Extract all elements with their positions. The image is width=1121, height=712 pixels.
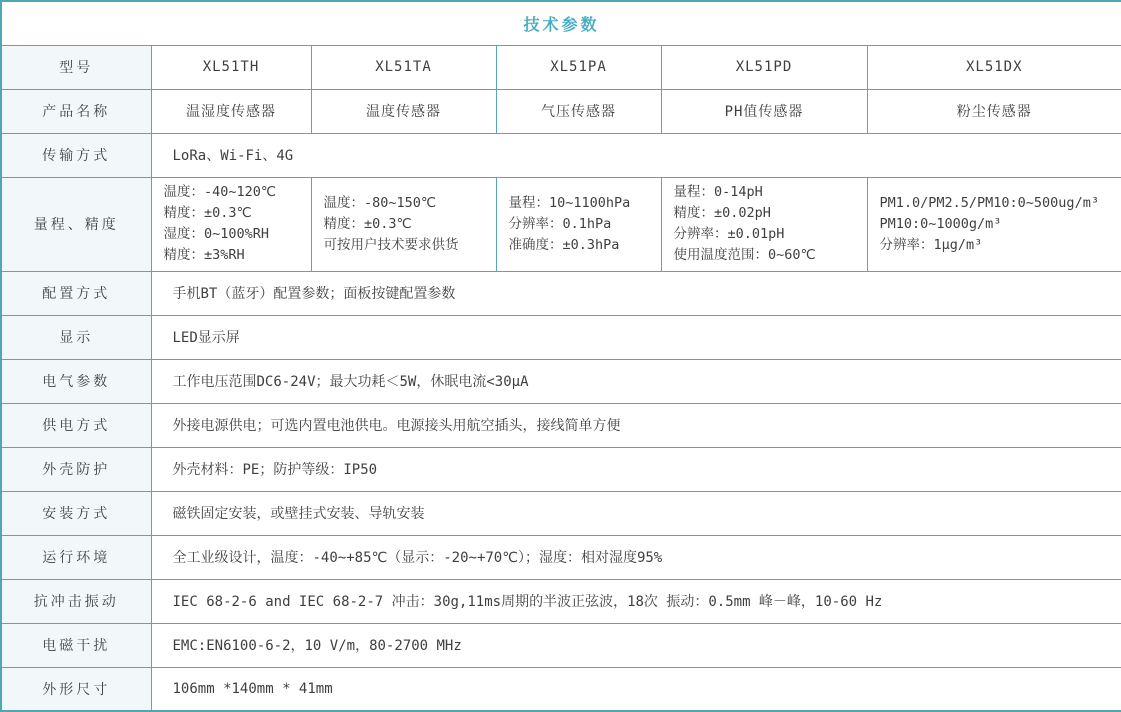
spec-line: 准确度：±0.3hPa: [508, 236, 620, 253]
power-supply-value: 外接电源供电；可选内置电池供电。电源接头用航空插头，接线简单方便: [151, 403, 1121, 447]
range-cell-xl51ta: [311, 177, 496, 271]
config-row: [1, 271, 1121, 315]
spec-line: PM1.0/PM2.5/PM10:0~500ug/m³: [879, 194, 1099, 211]
spec-line: 分辨率：±0.01pH: [673, 226, 785, 242]
electrical-row: [1, 359, 1121, 403]
model-cell-xl51ta: XL51TA: [311, 45, 496, 89]
row-label-dimensions: 外形尺寸: [1, 667, 151, 711]
row-label-model: 型号: [1, 45, 151, 89]
row-label-enclosure: 外壳防护: [1, 447, 151, 491]
spec-line: 精度：±3%RH: [163, 247, 245, 263]
display-row: [1, 315, 1121, 359]
spec-line: 精度：±0.3℃: [323, 215, 412, 232]
model-cell-xl51th: XL51TH: [151, 45, 311, 89]
row-label-mounting: 安装方式: [1, 491, 151, 535]
range-cell-xl51pd: [661, 177, 867, 271]
range-cell-xl51dx: [867, 177, 1121, 271]
spec-line: PM10:0~1000g/m³: [879, 215, 1002, 232]
row-label-environment: 运行环境: [1, 535, 151, 579]
page-title: 技术参数: [1, 1, 1121, 45]
row-label-transmission: 传输方式: [1, 133, 151, 177]
row-label-shock-vibration: 抗冲击振动: [1, 579, 151, 623]
spec-line: 湿度：0~100%RH: [163, 226, 270, 242]
model-row: [1, 45, 1121, 89]
model-cell-xl51pd: XL51PD: [661, 45, 867, 89]
electrical-value: 工作电压范围DC6-24V；最大功耗＜5W，休眠电流<30μA: [151, 359, 1121, 403]
spec-line: 精度：±0.3℃: [163, 205, 252, 221]
spec-line: 温度：-40~120℃: [163, 184, 277, 200]
dimensions-value: 106mm *140mm * 41mm: [151, 667, 1121, 711]
product-name-row: [1, 89, 1121, 133]
shock-vibration-row: [1, 579, 1121, 623]
row-label-emi: 电磁干扰: [1, 623, 151, 667]
environment-row: [1, 535, 1121, 579]
model-cell-xl51pa: XL51PA: [496, 45, 661, 89]
spec-line: 量程：0-14pH: [673, 184, 763, 200]
range-accuracy-row: [1, 177, 1121, 271]
product-cell-pd: PH值传感器: [661, 89, 867, 133]
product-cell-th: 温湿度传感器: [151, 89, 311, 133]
row-label-product-name: 产品名称: [1, 89, 151, 133]
display-value: LED显示屏: [151, 315, 1121, 359]
transmission-row: [1, 133, 1121, 177]
transmission-value: LoRa、Wi-Fi、4G: [151, 133, 1121, 177]
model-cell-xl51dx: XL51DX: [867, 45, 1121, 89]
row-label-display: 显示: [1, 315, 151, 359]
config-value: 手机BT（蓝牙）配置参数；面板按键配置参数: [151, 271, 1121, 315]
spec-line: 使用温度范围：0~60℃: [673, 247, 816, 263]
product-cell-pa: 气压传感器: [496, 89, 661, 133]
range-cell-xl51pa: [496, 177, 661, 271]
emi-row: [1, 623, 1121, 667]
mounting-value: 磁铁固定安装，或壁挂式安装、导轨安装: [151, 491, 1121, 535]
product-cell-dx: 粉尘传感器: [867, 89, 1121, 133]
product-cell-ta: 温度传感器: [311, 89, 496, 133]
spec-line: 量程：10~1100hPa: [508, 194, 631, 211]
emi-value: EMC:EN6100-6-2，10 V/m，80-2700 MHz: [151, 623, 1121, 667]
enclosure-value: 外壳材料：PE；防护等级：IP50: [151, 447, 1121, 491]
row-label-range-accuracy: 量程、精度: [1, 177, 151, 271]
environment-value: 全工业级设计，温度：-40~+85℃（显示：-20~+70℃）；湿度：相对湿度95%: [151, 535, 1121, 579]
enclosure-row: [1, 447, 1121, 491]
spec-line: 精度：±0.02pH: [673, 205, 771, 221]
row-label-electrical: 电气参数: [1, 359, 151, 403]
mounting-row: [1, 491, 1121, 535]
spec-line: 分辨率：0.1hPa: [508, 215, 612, 232]
title-row: [1, 1, 1121, 45]
spec-line: 温度：-80~150℃: [323, 194, 437, 211]
row-label-config: 配置方式: [1, 271, 151, 315]
dimensions-row: [1, 667, 1121, 711]
spec-line: 可按用户技术要求供货: [323, 236, 459, 253]
power-supply-row: [1, 403, 1121, 447]
shock-vibration-value: IEC 68-2-6 and IEC 68-2-7 冲击：30g,11ms周期的半波正弦波，18次 振动：0.5mm 峰－峰，10-60 Hz: [151, 579, 1121, 623]
range-cell-xl51th: [151, 177, 311, 271]
row-label-power-supply: 供电方式: [1, 403, 151, 447]
spec-line: 分辨率：1μg/m³: [879, 236, 983, 253]
